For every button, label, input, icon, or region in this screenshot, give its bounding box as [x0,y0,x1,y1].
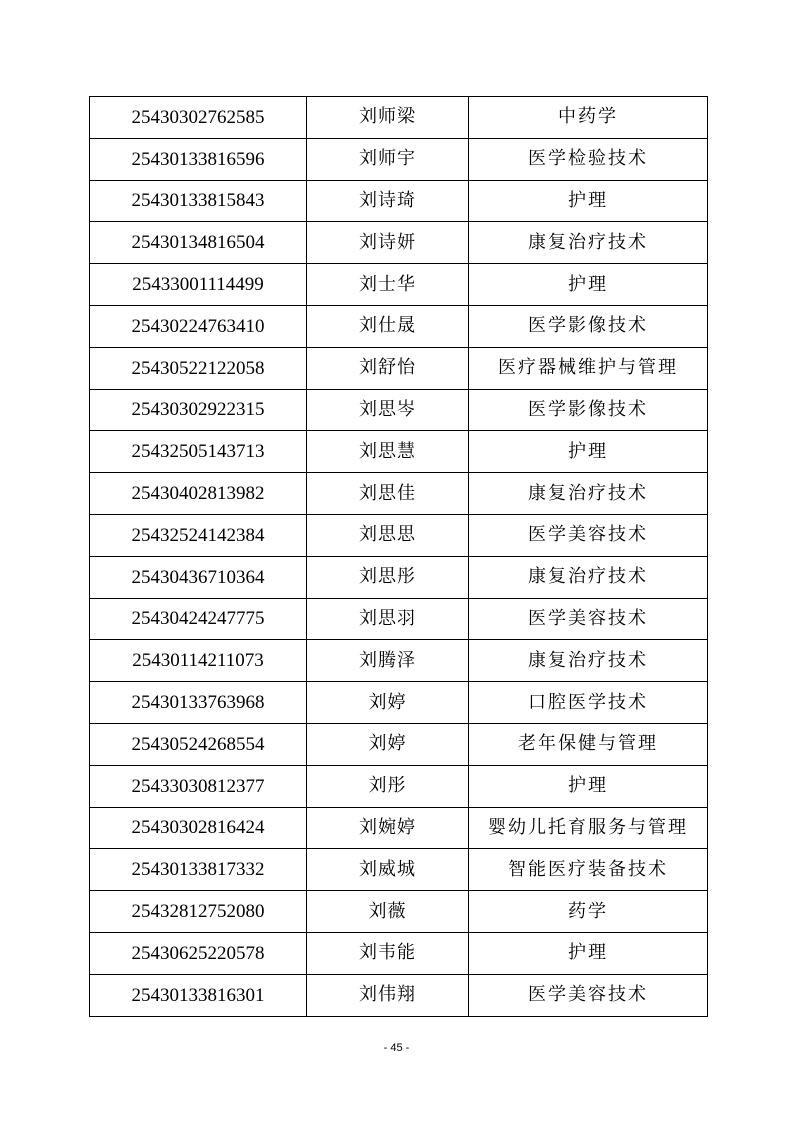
major-cell: 医学影像技术 [469,305,708,347]
student-id-cell: 25430436710364 [90,556,307,598]
major-cell: 护理 [469,264,708,306]
major-cell: 医学影像技术 [469,389,708,431]
table-row [90,180,708,222]
student-id-cell: 25432505143713 [90,431,307,473]
student-id-cell: 25430524268554 [90,723,307,765]
admission-list-table [89,96,708,1017]
table-row [90,849,708,891]
table-row [90,556,708,598]
student-id-cell: 25430114211073 [90,640,307,682]
table-row [90,682,708,724]
student-name-cell: 刘薇 [307,891,469,933]
table-row [90,222,708,264]
major-cell: 康复治疗技术 [469,222,708,264]
student-id-cell: 25430134816504 [90,222,307,264]
student-name-cell: 刘思彤 [307,556,469,598]
student-name-cell: 刘思岑 [307,389,469,431]
student-id-cell: 25430133763968 [90,682,307,724]
student-name-cell: 刘诗琦 [307,180,469,222]
student-id-cell: 25430302816424 [90,807,307,849]
student-id-cell: 25432812752080 [90,891,307,933]
student-id-cell: 25430133815843 [90,180,307,222]
major-cell: 康复治疗技术 [469,640,708,682]
table-row [90,807,708,849]
student-id-cell: 25430224763410 [90,305,307,347]
table-row [90,765,708,807]
student-id-cell: 25430302762585 [90,97,307,139]
student-name-cell: 刘婉婷 [307,807,469,849]
student-id-cell: 25430133816596 [90,138,307,180]
major-cell: 老年保健与管理 [469,723,708,765]
table-row [90,473,708,515]
table-row [90,891,708,933]
table-row [90,305,708,347]
student-name-cell: 刘彤 [307,765,469,807]
student-id-cell: 25430302922315 [90,389,307,431]
student-name-cell: 刘思羽 [307,598,469,640]
table-row [90,723,708,765]
table-row [90,431,708,473]
student-name-cell: 刘仕晟 [307,305,469,347]
major-cell: 护理 [469,431,708,473]
table-row [90,347,708,389]
student-name-cell: 刘婷 [307,682,469,724]
major-cell: 康复治疗技术 [469,473,708,515]
major-cell: 智能医疗装备技术 [469,849,708,891]
table-row [90,138,708,180]
student-name-cell: 刘诗妍 [307,222,469,264]
student-name-cell: 刘腾泽 [307,640,469,682]
student-id-cell: 25430522122058 [90,347,307,389]
table-row [90,598,708,640]
student-name-cell: 刘韦能 [307,932,469,974]
student-name-cell: 刘思佳 [307,473,469,515]
student-id-cell: 25430133817332 [90,849,307,891]
major-cell: 护理 [469,180,708,222]
table-row [90,264,708,306]
table-row [90,97,708,139]
major-cell: 中药学 [469,97,708,139]
student-id-cell: 25433030812377 [90,765,307,807]
major-cell: 药学 [469,891,708,933]
student-id-cell: 25433001114499 [90,264,307,306]
student-id-cell: 25430625220578 [90,932,307,974]
student-id-cell: 25432524142384 [90,514,307,556]
student-id-cell: 25430424247775 [90,598,307,640]
student-name-cell: 刘伟翔 [307,974,469,1016]
table-row [90,974,708,1016]
major-cell: 婴幼儿托育服务与管理 [469,807,708,849]
student-name-cell: 刘思慧 [307,431,469,473]
student-name-cell: 刘舒怡 [307,347,469,389]
major-cell: 医学美容技术 [469,598,708,640]
major-cell: 护理 [469,932,708,974]
table-row [90,514,708,556]
major-cell: 医疗器械维护与管理 [469,347,708,389]
major-cell: 医学美容技术 [469,514,708,556]
major-cell: 医学美容技术 [469,974,708,1016]
student-name-cell: 刘师宇 [307,138,469,180]
table-body [90,97,708,1017]
student-id-cell: 25430402813982 [90,473,307,515]
student-name-cell: 刘士华 [307,264,469,306]
major-cell: 医学检验技术 [469,138,708,180]
student-name-cell: 刘思思 [307,514,469,556]
major-cell: 口腔医学技术 [469,682,708,724]
student-id-cell: 25430133816301 [90,974,307,1016]
student-name-cell: 刘师梁 [307,97,469,139]
table-row [90,932,708,974]
table-row [90,389,708,431]
page-number: - 45 - [383,1042,410,1054]
major-cell: 护理 [469,765,708,807]
major-cell: 康复治疗技术 [469,556,708,598]
table-row [90,640,708,682]
student-name-cell: 刘威城 [307,849,469,891]
student-name-cell: 刘婷 [307,723,469,765]
